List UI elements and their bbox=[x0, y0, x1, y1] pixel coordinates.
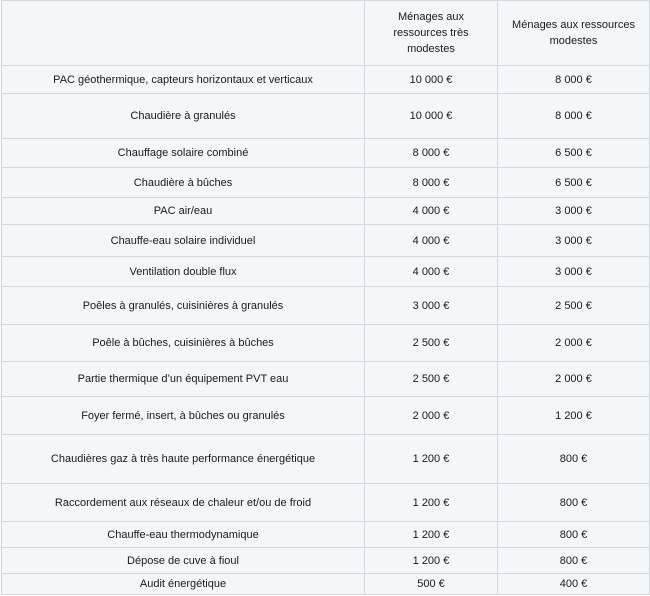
table-row bbox=[2, 94, 650, 139]
row-very-modest-amount: 8 000 € bbox=[365, 139, 498, 168]
table-row bbox=[2, 66, 650, 94]
row-label: Raccordement aux réseaux de chaleur et/ou de froid bbox=[2, 484, 365, 522]
header-cell-work-type bbox=[2, 1, 365, 66]
header-cell-modest bbox=[498, 1, 650, 66]
row-modest-amount: 400 € bbox=[498, 574, 650, 595]
row-label: Chaudière à bûches bbox=[2, 168, 365, 198]
row-very-modest-amount: 10 000 € bbox=[365, 66, 498, 94]
row-very-modest-amount: 1 200 € bbox=[365, 548, 498, 574]
aid-amounts-table bbox=[1, 0, 650, 595]
table-row bbox=[2, 362, 650, 397]
row-very-modest-amount: 4 000 € bbox=[365, 225, 498, 257]
row-very-modest-amount: 2 500 € bbox=[365, 362, 498, 397]
row-very-modest-amount: 4 000 € bbox=[365, 198, 498, 225]
row-label: Chaudière à granulés bbox=[2, 94, 365, 139]
table-row bbox=[2, 325, 650, 362]
table-row bbox=[2, 139, 650, 168]
table-row bbox=[2, 548, 650, 574]
row-very-modest-amount: 1 200 € bbox=[365, 484, 498, 522]
row-modest-amount: 800 € bbox=[498, 484, 650, 522]
row-modest-amount: 800 € bbox=[498, 435, 650, 484]
row-label: Chauffage solaire combiné bbox=[2, 139, 365, 168]
row-very-modest-amount: 2 500 € bbox=[365, 325, 498, 362]
row-modest-amount: 1 200 € bbox=[498, 397, 650, 435]
row-label: Poêle à bûches, cuisinières à bûches bbox=[2, 325, 365, 362]
row-very-modest-amount: 8 000 € bbox=[365, 168, 498, 198]
row-modest-amount: 2 000 € bbox=[498, 325, 650, 362]
row-modest-amount: 800 € bbox=[498, 522, 650, 548]
row-modest-amount: 6 500 € bbox=[498, 168, 650, 198]
header-modest-label: Ménages aux ressources modestes bbox=[512, 19, 635, 47]
row-very-modest-amount: 10 000 € bbox=[365, 94, 498, 139]
row-modest-amount: 2 500 € bbox=[498, 287, 650, 325]
table-row bbox=[2, 397, 650, 435]
table-row bbox=[2, 574, 650, 595]
table-row bbox=[2, 257, 650, 287]
row-very-modest-amount: 3 000 € bbox=[365, 287, 498, 325]
table-row bbox=[2, 198, 650, 225]
row-modest-amount: 3 000 € bbox=[498, 257, 650, 287]
table-row bbox=[2, 484, 650, 522]
header-cell-very-modest bbox=[365, 1, 498, 66]
row-label: Chauffe-eau solaire individuel bbox=[2, 225, 365, 257]
row-modest-amount: 8 000 € bbox=[498, 94, 650, 139]
row-modest-amount: 800 € bbox=[498, 548, 650, 574]
row-modest-amount: 3 000 € bbox=[498, 198, 650, 225]
row-very-modest-amount: 500 € bbox=[365, 574, 498, 595]
table-row bbox=[2, 168, 650, 198]
row-label: Audit énergétique bbox=[2, 574, 365, 595]
table-row bbox=[2, 225, 650, 257]
row-very-modest-amount: 1 200 € bbox=[365, 435, 498, 484]
row-label: Chaudières gaz à très haute performance énergétique bbox=[2, 435, 365, 484]
row-label: Foyer fermé, insert, à bûches ou granulés bbox=[2, 397, 365, 435]
row-label: Poêles à granulés, cuisinières à granulés bbox=[2, 287, 365, 325]
row-modest-amount: 6 500 € bbox=[498, 139, 650, 168]
row-label: PAC air/eau bbox=[2, 198, 365, 225]
row-modest-amount: 8 000 € bbox=[498, 66, 650, 94]
row-label: Partie thermique d’un équipement PVT eau bbox=[2, 362, 365, 397]
table-row bbox=[2, 287, 650, 325]
row-label: Ventilation double flux bbox=[2, 257, 365, 287]
header-row bbox=[2, 1, 650, 66]
row-modest-amount: 3 000 € bbox=[498, 225, 650, 257]
table-row bbox=[2, 522, 650, 548]
table-row bbox=[2, 435, 650, 484]
header-very-modest-label: Ménages aux ressources très modestes bbox=[393, 11, 469, 55]
row-label: PAC géothermique, capteurs horizontaux et verticaux bbox=[2, 66, 365, 94]
row-very-modest-amount: 1 200 € bbox=[365, 522, 498, 548]
row-label: Chauffe-eau thermodynamique bbox=[2, 522, 365, 548]
row-label: Dépose de cuve à fioul bbox=[2, 548, 365, 574]
row-modest-amount: 2 000 € bbox=[498, 362, 650, 397]
row-very-modest-amount: 4 000 € bbox=[365, 257, 498, 287]
row-very-modest-amount: 2 000 € bbox=[365, 397, 498, 435]
